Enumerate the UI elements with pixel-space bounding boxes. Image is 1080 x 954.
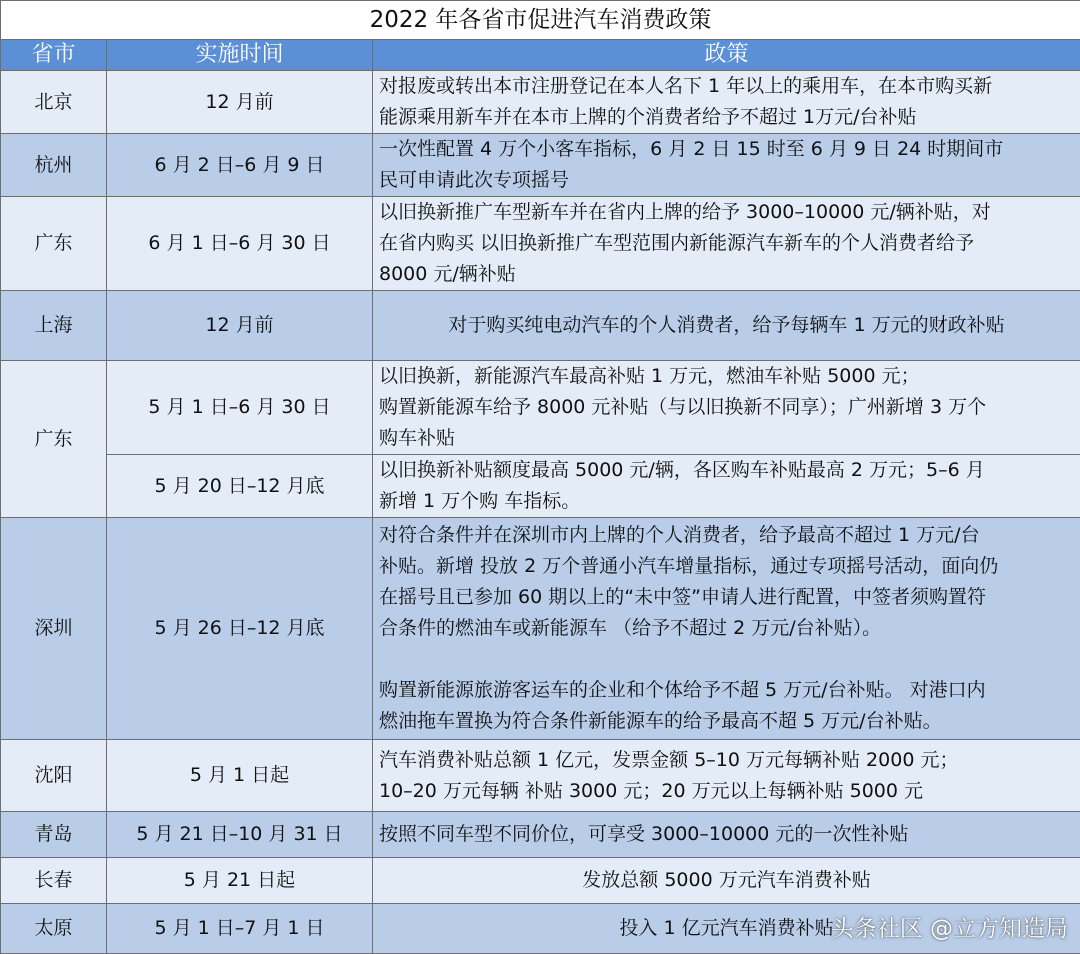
policy-line: 以旧换新推广车型新车并在省内上牌的给予 3000–10000 元/辆补贴，对 [373, 197, 1080, 228]
policy-line: 以旧换新补贴额度最高 5000 元/辆，各区购车补贴最高 2 万元；5–6 月 [373, 455, 1080, 486]
region-cell: 长春 [1, 858, 107, 904]
policy-line: 汽车消费补贴总额 1 亿元，发票金额 5–10 万元每辆补贴 2000 元； [373, 745, 1080, 776]
table-row [1, 71, 1080, 134]
policy-line: 对于购买纯电动汽车的个人消费者，给予每辆车 1 万元的财政补贴 [373, 310, 1080, 341]
policy-cell [373, 291, 1080, 361]
table-title: 2022 年各省市促进汽车消费政策 [1, 1, 1080, 40]
period-cell: 12 月前 [107, 291, 373, 361]
policy-line: 以旧换新，新能源汽车最高补贴 1 万元，燃油车补贴 5000 元； [373, 361, 1080, 392]
watermark: 头条社区 @立方知造局 [831, 910, 1068, 943]
policy-cell [373, 812, 1080, 858]
header-policy: 政策 [373, 40, 1080, 71]
policy-cell [373, 740, 1080, 812]
period-cell: 5 月 21 日–10 月 31 日 [107, 812, 373, 858]
table-row [1, 134, 1080, 197]
policy-cell [373, 858, 1080, 904]
policy-line: 燃油拖车置换为符合条件新能源车的给予最高不超 5 万元/台补贴。 [373, 706, 1080, 737]
region-cell: 太原 [1, 904, 107, 954]
region-cell: 广东 [1, 197, 107, 291]
region-cell: 沈阳 [1, 740, 107, 812]
policy-line: 发放总额 5000 万元汽车消费补贴 [373, 865, 1080, 896]
region-cell: 深圳 [1, 518, 107, 740]
period-cell: 6 月 2 日–6 月 9 日 [107, 134, 373, 197]
policy-line: 补贴。新增 投放 2 万个普通小汽车增量指标，通过专项摇号活动，面向仍 [373, 551, 1080, 582]
region-cell: 杭州 [1, 134, 107, 197]
policy-cell [373, 197, 1080, 291]
region-cell: 上海 [1, 291, 107, 361]
policy-line: 对报废或转出本市注册登记在本人名下 1 年以上的乘用车，在本市购买新 [373, 71, 1080, 102]
region-cell: 北京 [1, 71, 107, 134]
period-cell: 5 月 1 日起 [107, 740, 373, 812]
policy-line: 在摇号且已参加 60 期以上的“未中签”申请人进行配置，中签者须购置符 [373, 582, 1080, 613]
table-row [1, 740, 1080, 812]
blank-line [373, 644, 1080, 675]
policy-cell [373, 134, 1080, 197]
policy-line: 投入 1 亿元汽车消费补贴 [373, 913, 1080, 944]
period-cell: 5 月 20 日–12 月底 [107, 455, 373, 518]
period-cell: 5 月 26 日–12 月底 [107, 518, 373, 740]
policy-line: 8000 元/辆补贴 [373, 259, 1080, 290]
policy-cell [373, 361, 1080, 455]
policy-line: 购车补贴 [373, 423, 1080, 454]
period-cell: 5 月 1 日–6 月 30 日 [107, 361, 373, 455]
policy-line: 购置新能源旅游客运车的企业和个体给予不超 5 万元/台补贴。 对港口内 [373, 675, 1080, 706]
table-row [1, 197, 1080, 291]
table-row [1, 858, 1080, 904]
policy-line: 按照不同车型不同价位，可享受 3000–10000 元的一次性补贴 [373, 819, 1080, 850]
table-row [1, 455, 1080, 518]
period-cell: 12 月前 [107, 71, 373, 134]
period-cell: 5 月 1 日–7 月 1 日 [107, 904, 373, 954]
policy-line: 新增 1 万个购 车指标。 [373, 486, 1080, 517]
header-period: 实施时间 [107, 40, 373, 71]
header-region: 省市 [1, 40, 107, 71]
region-cell: 广东 [1, 361, 107, 518]
table-row [1, 361, 1080, 455]
policy-cell [373, 455, 1080, 518]
policy-line: 能源乘用新车并在本市上牌的个消费者给予不超过 1万元/台补贴 [373, 102, 1080, 133]
policy-line: 购置新能源车给予 8000 元补贴（与以旧换新不同享）；广州新增 3 万个 [373, 392, 1080, 423]
policy-line: 一次性配置 4 万个小客车指标，6 月 2 日 15 时至 6 月 9 日 24 时期间市 [373, 134, 1080, 165]
table-row [1, 812, 1080, 858]
policy-line: 对符合条件并在深圳市内上牌的个人消费者，给予最高不超过 1 万元/台 [373, 520, 1080, 551]
policy-cell [373, 71, 1080, 134]
policy-line: 10–20 万元每辆 补贴 3000 元；20 万元以上每辆补贴 5000 元 [373, 776, 1080, 807]
period-cell: 5 月 21 日起 [107, 858, 373, 904]
policy-line: 民可申请此次专项摇号 [373, 165, 1080, 196]
table-row [1, 291, 1080, 361]
region-cell: 青岛 [1, 812, 107, 858]
header-row [1, 40, 1080, 71]
period-cell: 6 月 1 日–6 月 30 日 [107, 197, 373, 291]
policy-line: 合条件的燃油车或新能源车 （给予不超过 2 万元/台补贴）。 [373, 613, 1080, 644]
table-row [1, 518, 1080, 740]
policy-line: 在省内购买 以旧换新推广车型范围内新能源汽车新车的个人消费者给予 [373, 228, 1080, 259]
policy-cell [373, 518, 1080, 740]
